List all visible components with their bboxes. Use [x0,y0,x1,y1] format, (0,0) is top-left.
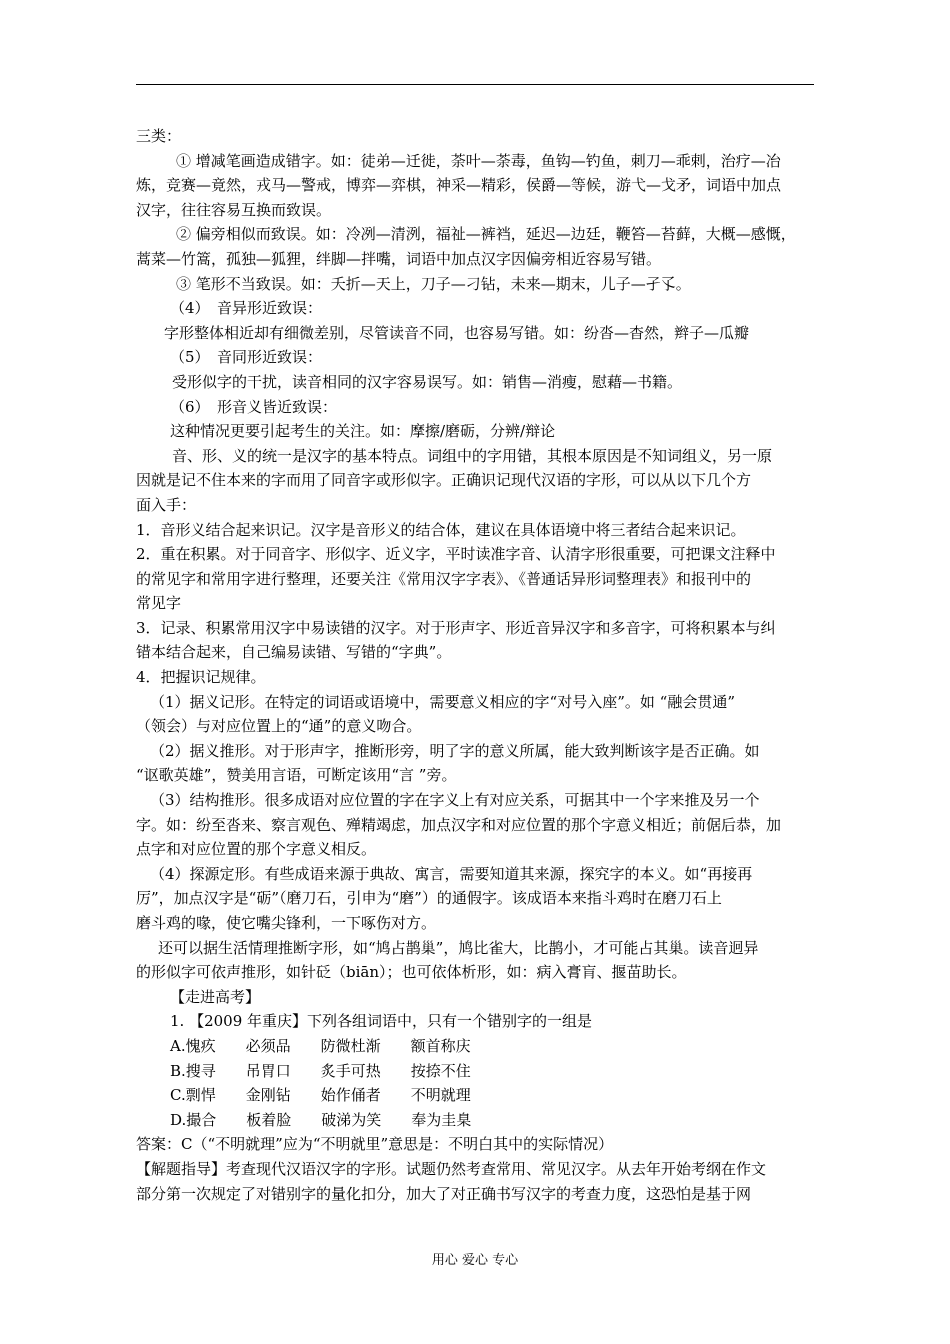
paragraph-line: 【解题指导】考查现代汉语汉字的字形。试题仍然考查常用、常见汉字。从去年开始考纲在作文 [136,1159,767,1178]
paragraph-line: 汉字，往往容易互换而致误。 [136,200,332,219]
sub-item: （4）探源定形。有些成语来源于典故、寓言，需要知道其来源，探究字的本义。如“再接再 [150,864,753,883]
paragraph-line: 部分第一次规定了对错别字的量化扣分，加大了对正确书写汉字的考查力度，这恐怕是基于网 [136,1184,752,1203]
paragraph-line: 的形似字可依声推形，如针砭（biān）；也可依体析形，如：病入膏肓、揠苗助长。 [136,963,687,982]
section-heading: （4） 音异形近致误： [170,299,323,318]
answer-option: D.撮合 板着脸 破涕为笑 奉为圭臬 [170,1110,472,1129]
paragraph-line: ② 偏旁相似而致误。如：冷冽—清洌，福祉—裤裆，延迟—边廷，鞭笞—苔藓，大概—感慨， [176,225,796,244]
paragraph-line: 三类： [136,127,182,145]
paragraph-line: 错本结合起来，自己编易读错、写错的“字典”。 [136,643,452,662]
sub-item: （2）据义推形。对于形声字，推断形旁，明了字的意义所属，能大致判断该字是否正确。如 [150,741,760,760]
paragraph-line: 这种情况更要引起考生的关注。如：摩擦/磨砺，分辨/辩论 [170,422,556,441]
paragraph-line: ③ 笔形不当致误。如：夭折—天上，刀子—刁钻，未来—期末，儿子—孑孓。 [176,274,691,293]
list-item: 1．音形义结合起来识记。汉字是音形义的结合体，建议在具体语境中将三者结合起来识记。 [136,520,746,539]
section-heading: （5） 音同形近致误： [170,348,323,367]
list-item: 3．记录、积累常用汉字中易读错的汉字。对于形声字、形近音异汉字和多音字，可将积累本与纠 [136,618,776,637]
question-stem: 1. 【2009 年重庆】下列各组词语中，只有一个错别字的一组是 [170,1012,593,1031]
paragraph-line: 的常见字和常用字进行整理，还要关注《常用汉字字表》、《普通话异形词整理表》和报刊中的 [136,569,752,588]
paragraph-line: 还可以据生活情理推断字形，如“鸠占鹊巢”，鸠比雀大，比鹊小，才可能占其巢。读音迥异 [158,938,759,957]
paragraph-line: 磨斗鸡的喙，使它嘴尖锋利，一下啄伤对方。 [136,914,437,932]
page-footer: 用心 爱心 专心 [431,1253,519,1268]
paragraph-line: 字形整体相近却有细微差别，尽管读音不同，也容易写错。如：纷沓—杳然，辫子—瓜瓣 [164,323,750,342]
list-item: 4．把握识记规律。 [136,668,266,687]
paragraph-line: 炼，竞赛—竟然，戎马—警戒，博弈—弈棋，神采—精彩，侯爵—等候，游弋—戈矛，词语中加点 [136,176,782,195]
paragraph-line: 点字和对应位置的那个字意义相反。 [136,840,377,859]
section-heading: 【走进高考】 [170,987,261,1006]
paragraph-line: 受形似字的干扰，读音相同的汉字容易误写。如：销售—消瘦，慰藉—书籍。 [172,372,683,391]
document-body [136,124,820,1206]
answer-option: A.愧疚 必须品 防微杜渐 额首称庆 [170,1036,471,1055]
answer-option: C.剽悍 金刚钻 始作俑者 不明就理 [170,1086,471,1105]
answer-option: B.搜寻 吊胃口 炙手可热 按捺不住 [170,1061,471,1080]
paragraph-line: 音、形、义的统一是汉字的基本特点。词组中的字用错，其根本原因是不知词组义，另一原 [172,446,773,465]
header-rule [136,84,814,85]
paragraph-line: 因就是记不住本来的字而用了同音字或形似字。正确识记现代汉语的字形，可以从以下几个方 [136,471,752,490]
paragraph-line: 常见字 [136,594,182,613]
sub-item: （3）结构推形。很多成语对应位置的字在字义上有对应关系，可据其中一个字来推及另一个 [150,791,760,810]
paragraph-line: ① 增减笔画造成错字。如：徒弟—迁徙，荼叶—荼毒，鱼钩—钓鱼，刺刀—乖剌，治疗—冶 [176,151,781,170]
paragraph-line: 厉”，加点汉字是“砺”（磨刀石，引申为“磨”）的通假字。该成语本来指斗鸡时在磨刀石上 [136,889,722,908]
paragraph-line: （领会）与对应位置上的“通”的意义吻合。 [136,717,422,736]
answer-line: 答案：C（“不明就理”应为“不明就里”意思是：不明白其中的实际情况） [136,1135,614,1154]
paragraph-line: 面入手： [136,495,197,514]
list-item: 2．重在积累。对于同音字、形似字、近义字，平时读准字音、认清字形很重要，可把课文注释中 [136,545,776,564]
paragraph-line: “讴歌英雄”，赞美用言语，可断定该用“言 ”旁。 [136,766,457,785]
paragraph-line: 字。如：纷至沓来、察言观色、殚精竭虑，加点汉字和对应位置的那个字意义相近；前倨后恭，加 [136,815,782,834]
section-heading: （6） 形音义皆近致误： [170,397,338,416]
sub-item: （1）据义记形。在特定的词语或语境中，需要意义相应的字“对号入座”。如 “融会贯通” [150,692,735,711]
paragraph-line: 蒿菜—竹篙，孤独—狐狸，绊脚—拌嘴，词语中加点汉字因偏旁相近容易写错。 [136,249,662,268]
